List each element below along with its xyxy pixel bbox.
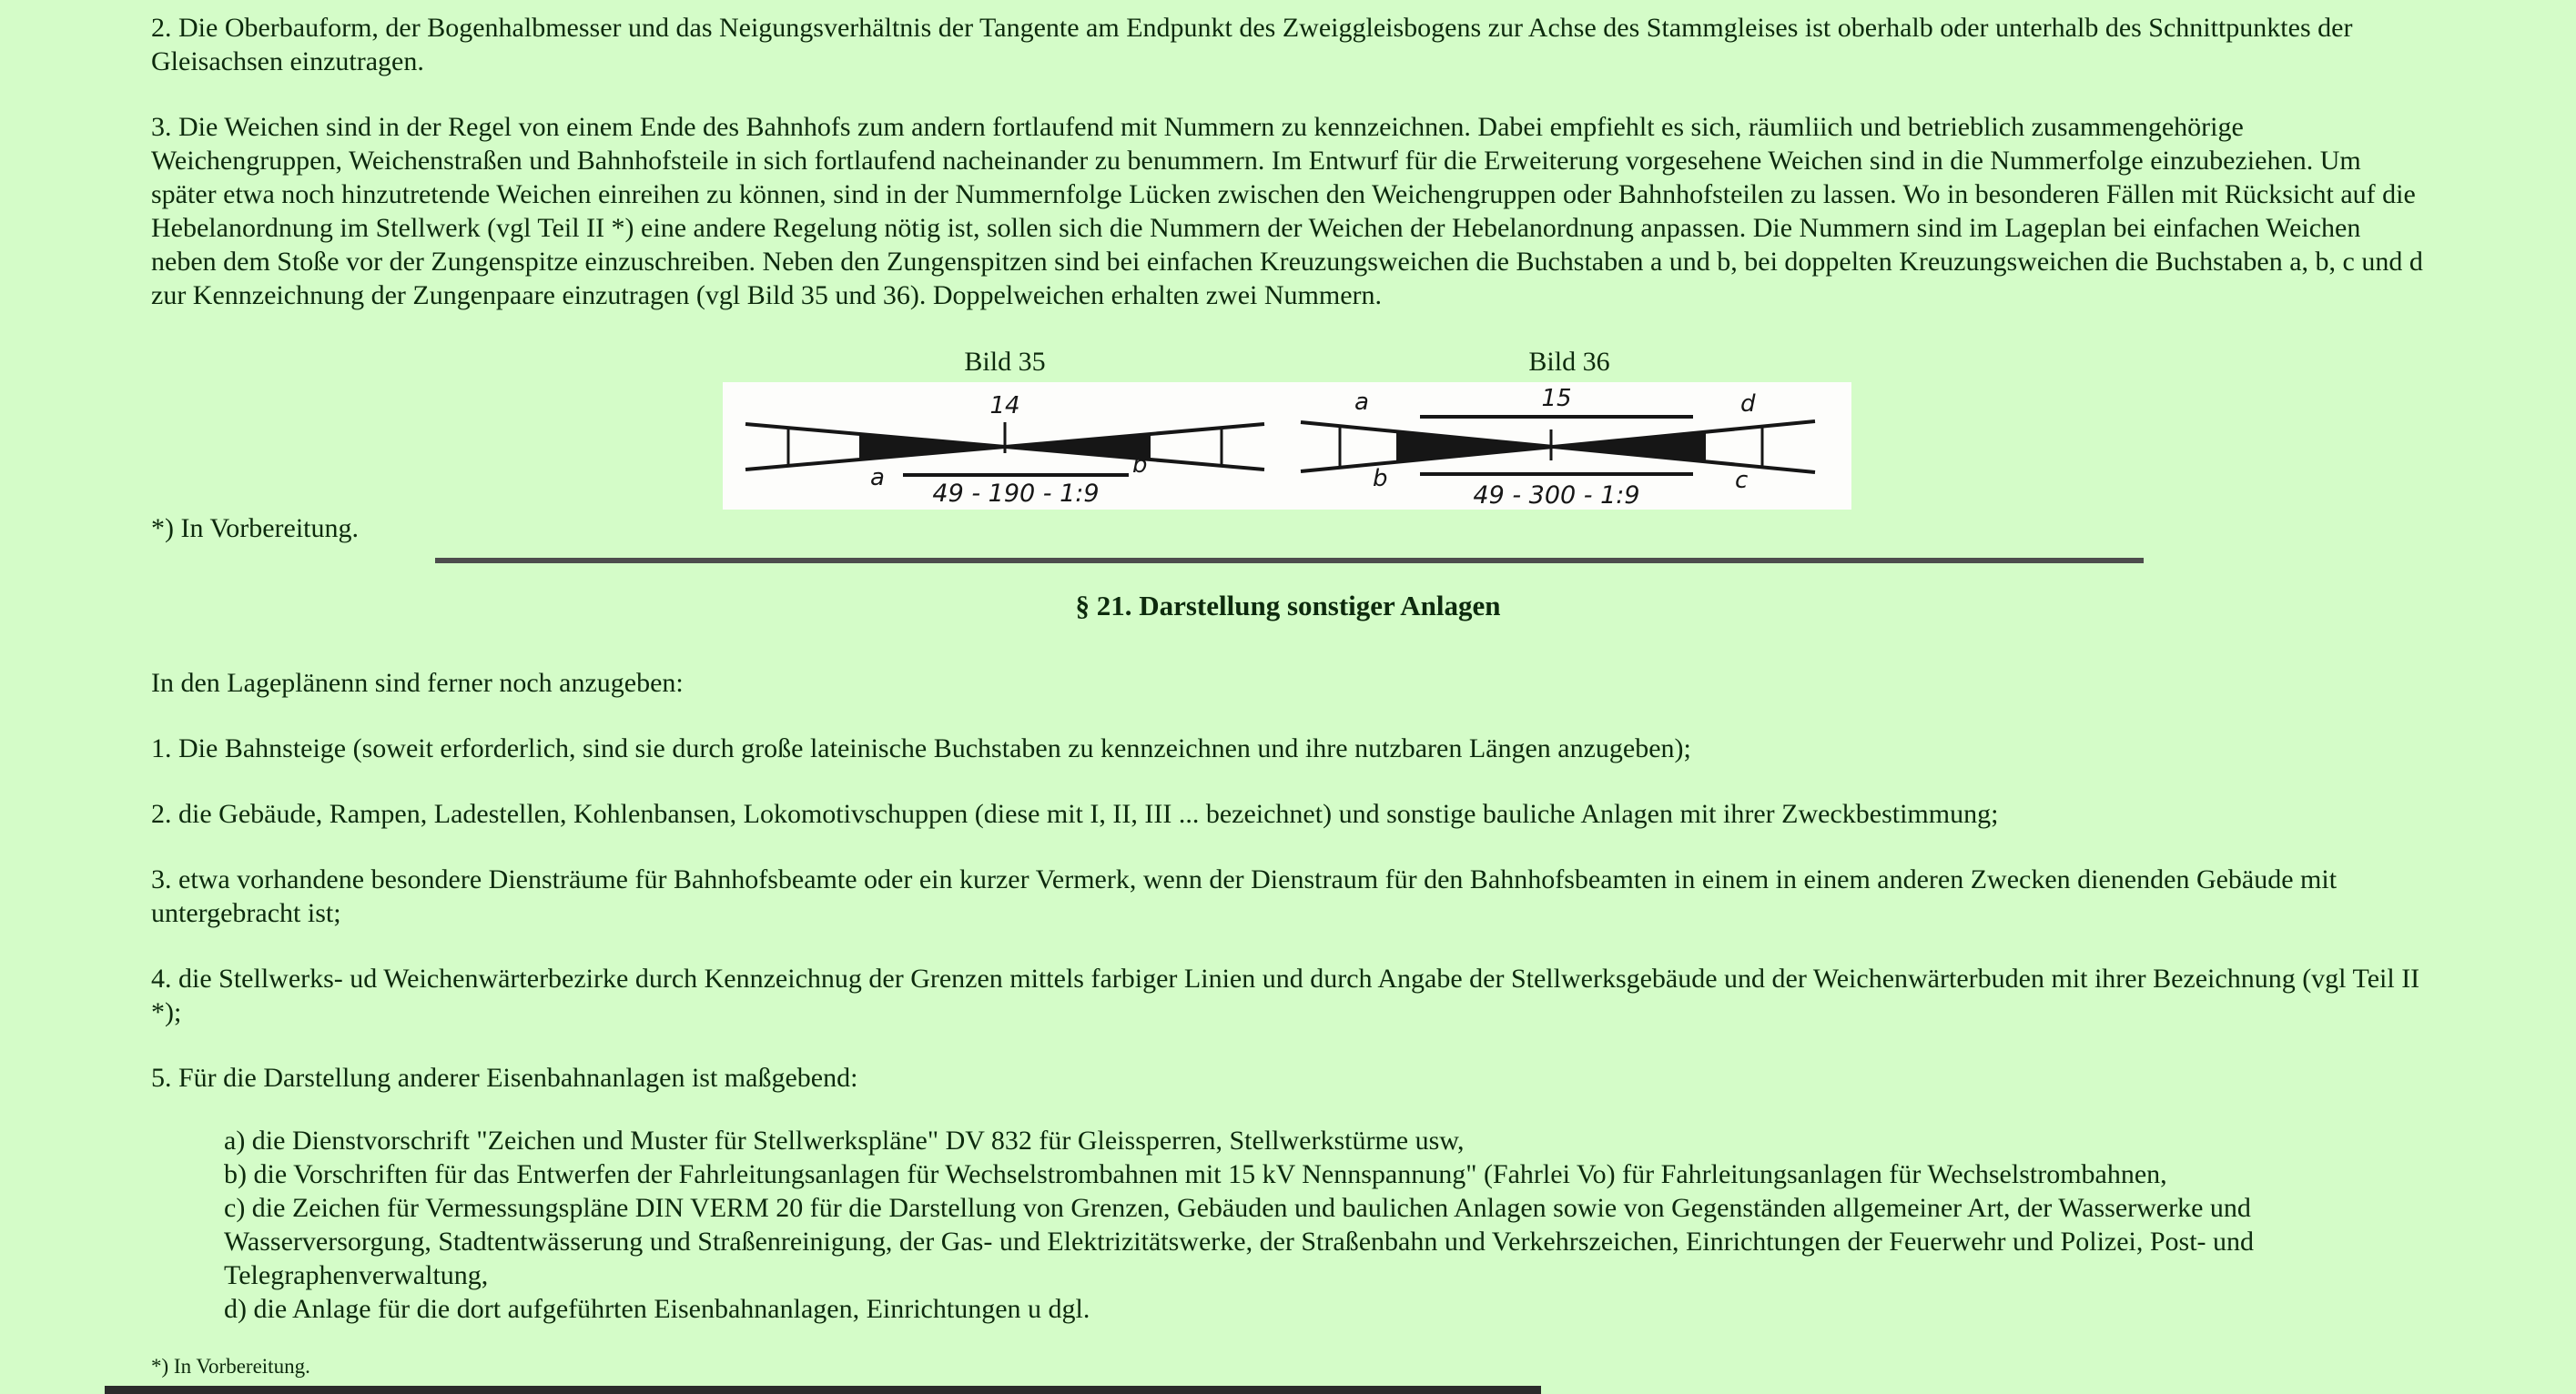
bild-35-spec: 49 - 190 - 1:9 xyxy=(932,480,1100,508)
list-item-4: 4. die Stellwerks- ud Weichenwärterbezirke durch Kennzeichnug der Grenzen mittels farbiger Linien und durch Angabe der Stellwerksgebäude und der Weichenwärterbuden mit ihrer Bezeichnung (vgl Teil II *); xyxy=(151,964,2420,1027)
bild-36-switch-number: 15 xyxy=(1541,385,1572,412)
bild-36-label-b: b xyxy=(1373,465,1388,492)
bottom-black-bar xyxy=(105,1386,1541,1394)
bild-35-label-a: a xyxy=(870,464,885,491)
section-heading: § 21. Darstellung sonstiger Anlagen xyxy=(1075,590,1501,621)
list-item-1: 1. Die Bahnsteige (soweit erforderlich, sind sie durch große lateinische Buchstaben zu kennzeichnen und ihre nutzbaren Längen anzugeben); xyxy=(151,733,1691,763)
list-item-5: 5. Für die Darstellung anderer Eisenbahnanlagen ist maßgebend: xyxy=(151,1063,858,1093)
paragraph-item-3: 3. Die Weichen sind in der Regel von einem Ende des Bahnhofs zum andern fortlaufend mit Nummern zu kennzeichnen. Dabei empfiehlt es sich, räumliich und betrieblich zusammengehörige Weichengruppen, Weichenstraßen und Bahnhofsteile in sich fortlaufend nacheinander zu benummern. Im Entwurf für die Erweiterung vorgesehene Weichen sind in die Nummerfolge einzubeziehen. Um später etwa noch hinzutretende Weichen einreihen zu können, sind in der Nummernfolge Lücken zwischen den Weichengruppen oder Bahnhofsteilen zu lassen. Wo in besonderen Fällen mit Rücksicht auf die Hebelanordnung im Stellwerk (vgl Teil II *) eine andere Regelung nötig ist, sollen sich die Nummern der Weichen der Hebelanordnung anpassen. Die Nummern sind im Lageplan bei einfachen Weichen neben dem Stoße vor der Zungenspitze einzuschreiben. Neben den Zungenspitzen sind bei einfachen Kreuzungsweichen die Buchstaben a und b, bei doppelten Kreuzungsweichen die Buchstaben a, b, c und d zur Kennzeichnung der Zungenpaare einzutragen (vgl Bild 35 und 36). Doppelweichen erhalten zwei Nummern. xyxy=(151,112,2423,310)
bild-35-label-b: b xyxy=(1132,451,1148,479)
horizontal-divider xyxy=(435,558,2144,563)
sublist-item-a: a) die Dienstvorschrift "Zeichen und Muster für Stellwerkspläne" DV 832 für Gleissperren, Stellwerkstürme usw, xyxy=(224,1126,1465,1156)
list-item-3: 3. etwa vorhandene besondere Diensträume für Bahnhofsbeamte oder ein kurzer Vermerk, wenn der Dienstraum für den Bahnhofsbeamten in einem in einem anderen Zwecken dienenden Gebäude mit untergebracht ist; xyxy=(151,864,2338,928)
section-intro: In den Lageplänenn sind ferner noch anzugeben: xyxy=(151,668,684,698)
sublist-a-to-d xyxy=(224,1124,2425,1326)
sublist-item-b: b) die Vorschriften für das Entwerfen der Fahrleitungsanlagen für Wechselstrombahnen mit 15 kV Nennspannung" (Fahrlei Vo) für Fahrleitungsanlagen für Wechselstrombahnen, xyxy=(224,1159,2167,1189)
bild-36-diagram xyxy=(1287,382,1851,510)
figure-caption-bild-36: Bild 36 xyxy=(1528,347,1610,377)
figure-bild-35-36 xyxy=(723,345,1851,510)
paragraph-item-2: 2. Die Oberbauform, der Bogenhalbmesser und das Neigungsverhältnis der Tangente am Endpunkt des Zweiggleisbogens zur Achse des Stammgleises ist oberhalb oder unterhalb des Schnittpunktes der Gleisachsen einzutragen. xyxy=(151,13,2353,76)
sublist-item-d: d) die Anlage für die dort aufgeführten Eisenbahnanlagen, Einrichtungen u dgl. xyxy=(224,1294,1090,1324)
list-item-2: 2. die Gebäude, Rampen, Ladestellen, Kohlenbansen, Lokomotivschuppen (diese mit I, II, III ... bezeichnet) und sonstige bauliche Anlagen mit ihrer Zweckbestimmung; xyxy=(151,799,1999,829)
bild-35-diagram xyxy=(723,382,1287,510)
bild-36-label-c: c xyxy=(1735,467,1749,494)
footnote-in-vorbereitung-bottom: *) In Vorbereitung. xyxy=(151,1355,310,1378)
bild-36-label-d: d xyxy=(1740,390,1756,418)
bild-36-label-a: a xyxy=(1354,389,1369,416)
sublist-item-c: c) die Zeichen für Vermessungspläne DIN VERM 20 für die Darstellung von Grenzen, Gebäuden und baulichen Anlagen sowie von Gegenständen allgemeiner Art, der Wasserwerke und Wasserversorgung, Stadtentwässerung und Straßenreinigung, der Gas- und Elektrizitätswerke, der Straßenbahn und Verkehrszeichen, Einrichtungen der Feuerwehr und Polizei, Post- und Telegraphenverwaltung, xyxy=(224,1193,2255,1290)
figure-caption-bild-35: Bild 35 xyxy=(964,347,1046,377)
bild-35-switch-number: 14 xyxy=(989,392,1020,419)
figure-captions xyxy=(723,345,1851,379)
footnote-in-vorbereitung-top: *) In Vorbereitung. xyxy=(151,513,360,543)
switch-diagram-image xyxy=(723,382,1851,510)
bild-36-spec: 49 - 300 - 1:9 xyxy=(1473,481,1640,510)
